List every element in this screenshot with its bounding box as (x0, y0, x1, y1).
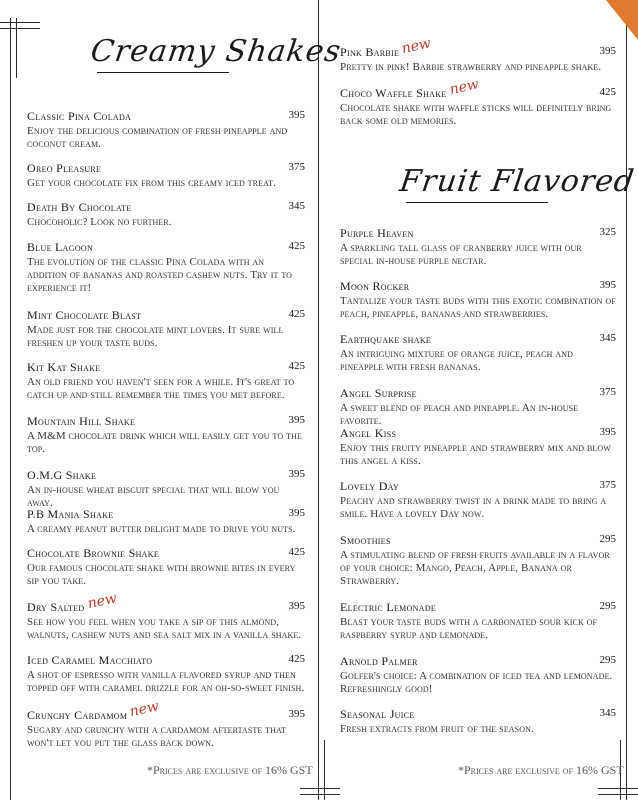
new-badge: new (447, 76, 480, 99)
item-description: Made just for the chocolate mint lovers. It sure will freshen up your taste buds. (27, 324, 284, 349)
menu-item (27, 653, 305, 695)
menu-item (27, 200, 305, 229)
item-description: Enjoy this fruity pineapple and strawberry mix and blow this angel a kiss. (340, 442, 611, 467)
item-price: 345 (599, 707, 616, 719)
item-name: Crunchy Cardamom (27, 708, 128, 722)
item-price: 425 (599, 86, 616, 98)
item-name: Angel Kiss (340, 426, 397, 440)
menu-item (27, 698, 305, 750)
menu-item (27, 507, 305, 536)
item-name: Electric Lemonade (340, 600, 437, 614)
item-description: Get your chocolate fix from this creamy iced treat. (27, 177, 276, 189)
menu-item (340, 279, 616, 321)
item-description: An old friend you haven't seen for a while. It's great to catch up and still remember the times you met before. (27, 376, 295, 401)
frame-left-vertical-inner (16, 18, 17, 78)
item-description: Blast your taste buds with a carbonated sour kick of raspberry syrup and lemonade. (340, 616, 598, 641)
fruit-flavored-heading: Fruit Flavored (397, 164, 637, 199)
menu-item (340, 533, 616, 588)
item-description: Golfer's choice: A combination of iced tea and lemonade. Refreshingly good! (340, 670, 613, 695)
heading-underline (406, 202, 548, 203)
item-price: 395 (288, 507, 305, 519)
item-price: 325 (599, 226, 616, 238)
item-name: Arnold Palmer (340, 654, 418, 668)
item-name: Angel Surprise (340, 386, 417, 400)
item-price: 395 (599, 45, 616, 57)
item-description: Sugary and crunchy with a cardamom aftertaste that won't let you put the glass back down. (27, 724, 287, 749)
menu-item (27, 308, 305, 350)
item-description: Tantalize your taste buds with this exotic combination of peach, pineapple, bananas and strawberries. (340, 295, 616, 320)
item-description: A sweet blend of peach and pineapple. An in-house favorite. (340, 402, 579, 427)
item-description: Fresh extracts from fruit of the season. (340, 723, 534, 735)
menu-item (27, 414, 305, 456)
menu-item (340, 707, 616, 736)
item-name: Earthquake shake (340, 332, 432, 346)
item-description: See how you feel when you take a sip of this almond, walnuts, cashew nuts and sea salt mix in a vanilla shake. (27, 616, 302, 641)
frame-bottom-right-horizontal-2 (598, 794, 638, 795)
item-price: 425 (288, 653, 305, 665)
item-description: A sparkling tall glass of cranberry juice with our special in-house purple nectar. (340, 242, 582, 267)
new-badge: new (400, 35, 433, 58)
item-name: Kit Kat Shake (27, 360, 101, 374)
menu-item (27, 590, 305, 642)
menu-item (340, 332, 616, 374)
item-name: Lovely Day (340, 479, 400, 493)
item-description: The evolution of the classic Pina Colada with an addition of bananas and roasted cashew nuts. Try it to experience it! (27, 256, 293, 294)
item-name: Smoothies (340, 533, 391, 547)
menu-item (27, 360, 305, 402)
menu-item (340, 35, 616, 74)
item-name: Iced Caramel Macchiato (27, 653, 153, 667)
frame-top-left-horizontal (0, 22, 40, 23)
item-name: Blue Lagoon (27, 240, 94, 254)
item-price: 395 (288, 708, 305, 720)
item-name: O.M.G Shake (27, 468, 97, 482)
item-price: 375 (599, 386, 616, 398)
heading-underline (97, 72, 229, 73)
menu-item (340, 426, 616, 468)
menu-item (340, 600, 616, 642)
item-price: 395 (288, 600, 305, 612)
item-name: Chocolate Brownie Shake (27, 546, 160, 560)
item-price: 395 (599, 426, 616, 438)
item-description: A shot of espresso with vanilla flavored syrup and then topped off with caramel drizzle for an oh-so-sweet finish. (27, 669, 305, 694)
item-price: 425 (288, 546, 305, 558)
item-price: 345 (288, 200, 305, 212)
frame-left-vertical (10, 18, 11, 800)
frame-top-left-horizontal-2 (0, 28, 40, 29)
frame-bottom-center-horizontal (300, 788, 340, 789)
orange-corner-accent (606, 0, 638, 40)
item-price: 295 (599, 654, 616, 666)
item-description: A stimulating blend of fresh fruits available in a flavor of your choice: Mango, Peach, Apple, Banana or Strawberry. (340, 549, 610, 587)
menu-item (27, 109, 305, 151)
menu-item (340, 654, 616, 696)
menu-item (27, 240, 305, 295)
menu-item (27, 468, 305, 510)
item-price: 395 (288, 109, 305, 121)
frame-center-vertical (318, 0, 319, 800)
item-name: Mint Chocolate Blast (27, 308, 142, 322)
item-price: 295 (599, 600, 616, 612)
item-name: Choco Waffle Shake (340, 86, 447, 100)
menu-item (27, 161, 305, 190)
item-price: 425 (288, 308, 305, 320)
item-description: A creamy peanut butter delight made to drive you nuts. (27, 523, 296, 535)
item-name: Seasonal Juice (340, 707, 415, 721)
frame-right-vertical (626, 0, 627, 800)
item-name: Classic Pina Colada (27, 109, 132, 123)
item-name: Mountain Hill Shake (27, 414, 136, 428)
item-price: 375 (599, 479, 616, 491)
item-price: 395 (288, 414, 305, 426)
item-price: 295 (599, 533, 616, 545)
item-description: Chocoholic? Look no further. (27, 216, 172, 228)
item-description: Enjoy the delicious combination of fresh pineapple and coconut cream. (27, 125, 288, 150)
item-name: Moon Rocker (340, 279, 410, 293)
item-description: An in-house wheat biscuit special that will blow you away. (27, 484, 280, 509)
menu-item (340, 386, 616, 428)
item-price: 425 (288, 360, 305, 372)
item-description: Pretty in pink! Barbie strawberry and pineapple shake. (340, 61, 602, 73)
creamy-shakes-heading: Creamy Shakes (88, 34, 344, 69)
item-price: 345 (599, 332, 616, 344)
item-price: 375 (288, 161, 305, 173)
item-price: 395 (288, 468, 305, 480)
frame-bottom-center-horizontal-2 (300, 794, 340, 795)
item-name: Pink Barbie (340, 45, 400, 59)
item-price: 425 (288, 240, 305, 252)
menu-item (27, 546, 305, 588)
item-name: P.B Mania Shake (27, 507, 114, 521)
item-price: 395 (599, 279, 616, 291)
menu-item (340, 226, 616, 268)
item-description: Chocolate shake with waffle sticks will definitely bring back some old memories. (340, 102, 612, 127)
item-description: A M&M chocolate drink which will easily get you to the top. (27, 430, 302, 455)
new-badge: new (128, 698, 161, 721)
item-description: Peachy and strawberry twist in a drink made to bring a smile. Have a lovely Day now. (340, 495, 607, 520)
item-name: Death By Chocolate (27, 200, 132, 214)
item-name: Oreo Pleasure (27, 161, 102, 175)
item-name: Purple Heaven (340, 226, 414, 240)
frame-bottom-right-horizontal (598, 788, 638, 789)
menu-item (340, 76, 616, 128)
item-description: An intriguing mixture of orange juice, peach and pineapple with fresh bananas. (340, 348, 573, 373)
item-description: Our famous chocolate shake with brownie bites in every sip you take. (27, 562, 296, 587)
item-name: Dry Salted (27, 600, 85, 614)
gst-footnote: *Prices are exclusive of 16% GST (147, 763, 313, 777)
menu-item (340, 479, 616, 521)
new-badge: new (85, 590, 118, 613)
gst-footnote: *Prices are exclusive of 16% GST (458, 763, 624, 777)
frame-center-vertical-2 (324, 740, 325, 800)
